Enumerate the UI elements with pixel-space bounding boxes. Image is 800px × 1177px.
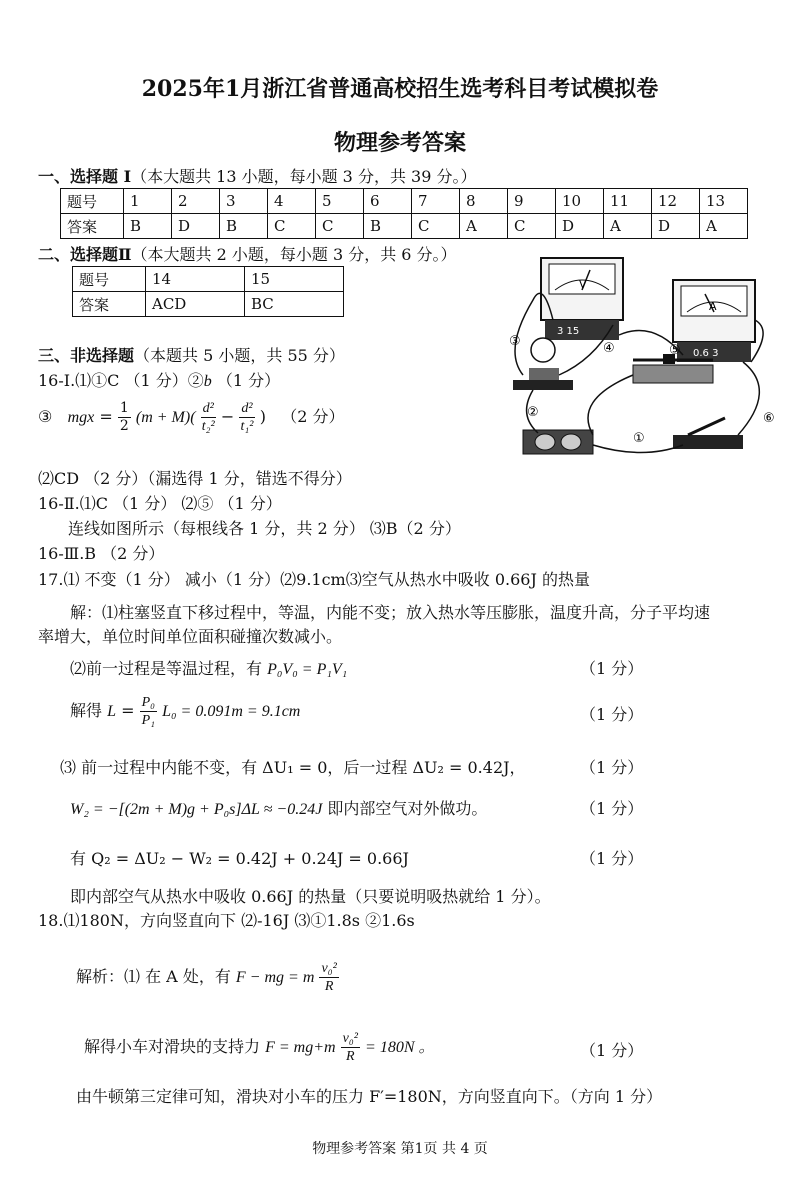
question-number-cell: 1 <box>124 189 172 214</box>
circuit-diagram <box>493 250 783 470</box>
q18-analysis2-score: （1 分） <box>580 1041 644 1060</box>
q17-part3-score: （1 分） <box>580 758 644 777</box>
wire-label-4: ④ <box>603 341 615 356</box>
q17-part2: ⑵前一过程是等温过程，有 P₀V₀ = P₁V₁ <box>70 659 348 678</box>
answer-cell: C <box>508 214 556 239</box>
q16-line6: 16-Ⅲ.B （2 分） <box>38 544 165 563</box>
row-label: 题号 <box>61 189 124 214</box>
answer-cell: D <box>652 214 700 239</box>
question-number-cell: 2 <box>172 189 220 214</box>
question-number-cell: 13 <box>700 189 748 214</box>
row-label: 答案 <box>61 214 124 239</box>
ammeter-unit: A <box>709 300 717 313</box>
question-number-cell: 10 <box>556 189 604 214</box>
row-label: 答案 <box>73 292 146 317</box>
section1-heading: 一、选择题 Ⅰ（本大题共 13 小题，每小题 3 分，共 39 分。） <box>38 167 477 186</box>
wire-label-2: ② <box>527 405 539 420</box>
q17-part2-result-score: （1 分） <box>580 705 644 724</box>
q17-part2-score: （1 分） <box>580 659 644 678</box>
answer-cell: ACD <box>146 292 245 317</box>
q16-line5: 连线如图所示（每根线各 1 分，共 2 分） ⑶B（2 分） <box>68 519 461 538</box>
question-number-cell: 12 <box>652 189 700 214</box>
wire-label-5: ⑤ <box>669 343 681 358</box>
question-number-cell: 6 <box>364 189 412 214</box>
q18-analysis3: 由牛顿第三定律可知，滑块对小车的压力 F′=180N，方向竖直向下。（方向 1 分） <box>76 1087 663 1106</box>
wire-label-6: ⑥ <box>763 411 775 426</box>
answer-cell: A <box>460 214 508 239</box>
q17-line1: 17.⑴ 不变（1 分） 减小（1 分）⑵9.1cm⑶空气从热水中吸收 0.66J 的热量 <box>38 570 590 589</box>
wire-label-3: ③ <box>509 334 521 349</box>
voltmeter-unit: V <box>579 278 587 291</box>
section1-table <box>60 188 748 239</box>
question-number-cell: 8 <box>460 189 508 214</box>
table-row <box>73 292 344 317</box>
q17-work-score: （1 分） <box>580 799 644 818</box>
q18-analysis2: 解得小车对滑块的支持力 F = mg+m $\frac{\text{v₀²}}{R}$ = 180N 。 <box>84 1031 435 1064</box>
table-row <box>61 214 748 239</box>
page-footer: 物理参考答案 第1页 共 4 页 <box>312 1141 488 1157</box>
question-number-cell: 7 <box>412 189 460 214</box>
answer-cell: B <box>364 214 412 239</box>
q17-solution1b: 率增大，单位时间单位面积碰撞次数减小。 <box>38 627 343 646</box>
q16-line4: 16-Ⅱ.⑴C （1 分） ⑵⑤ （1 分） <box>38 494 282 513</box>
answer-cell: B <box>220 214 268 239</box>
section3-heading: 三、非选择题（本题共 5 小题，共 55 分） <box>38 346 345 365</box>
answer-cell: A <box>604 214 652 239</box>
q16-line3: ⑵CD （2 分）（漏选得 1 分，错选不得分） <box>38 469 352 488</box>
table-row <box>73 267 344 292</box>
voltmeter-scale: 3 15 <box>557 326 580 337</box>
question-number-cell: 11 <box>604 189 652 214</box>
question-number-cell: 9 <box>508 189 556 214</box>
q17-part2-result: 解得 L = $\frac{\text{P₀}}{\text{P₁}}$ L₀ = 0.091m = 9.1cm <box>70 695 301 728</box>
table-row <box>61 189 748 214</box>
answer-cell: BC <box>245 292 344 317</box>
wire-label-1: ① <box>633 431 645 446</box>
answer-cell: A <box>700 214 748 239</box>
answer-cell: D <box>556 214 604 239</box>
q17-part3: ⑶ 前一过程中内能不变，有 ΔU₁ = 0，后一过程 ΔU₂ = 0.42J， <box>60 758 526 777</box>
q18-analysis1: 解析：⑴ 在 A 处，有 F − mg = m $\frac{\text{v₀²}}{R}$ <box>76 961 337 994</box>
question-number-cell: 14 <box>146 267 245 292</box>
page-title: 2025年1月浙江省普通高校招生选考科目考试模拟卷 <box>141 76 659 102</box>
q18-line1: 18.⑴180N，方向竖直向下 ⑵-16J ⑶①1.8s ②1.6s <box>38 911 415 930</box>
question-number-cell: 15 <box>245 267 344 292</box>
q17-work-equation: W₂ = −[(2m + M)g + P₀s]ΔL ≈ −0.24J 即内部空气对外做功。 <box>70 799 488 818</box>
q17-solution1: 解：⑴柱塞竖直下移过程中，等温，内能不变；放入热水等压膨胀，温度升高，分子平均速 <box>70 603 711 622</box>
q16-equation: ③ mgx = $\frac{1}{2}$ (m + M)( $\frac{\text{d²}}{\text{t₂²}}$ − $\frac{\text{d²}}{\text{t₁²}}$ ) （2 分） <box>38 400 345 434</box>
question-number-cell: 4 <box>268 189 316 214</box>
section2-table <box>72 266 344 317</box>
answer-cell: C <box>316 214 364 239</box>
section2-heading: 二、选择题Ⅱ（本大题共 2 小题，每小题 3 分，共 6 分。） <box>38 245 457 264</box>
page-subtitle: 物理参考答案 <box>333 130 466 156</box>
q17-heat-score: （1 分） <box>580 849 644 868</box>
q17-conclusion: 即内部空气从热水中吸收 0.66J 的热量（只要说明吸热就给 1 分）。 <box>70 887 551 906</box>
q16-line1: 16-Ⅰ.⑴①C （1 分）②b （1 分） <box>38 371 281 390</box>
question-number-cell: 5 <box>316 189 364 214</box>
answer-cell: C <box>268 214 316 239</box>
row-label: 题号 <box>73 267 146 292</box>
answer-cell: C <box>412 214 460 239</box>
answer-cell: B <box>124 214 172 239</box>
q17-heat-equation: 有 Q₂ = ΔU₂ − W₂ = 0.42J + 0.24J = 0.66J <box>70 849 409 868</box>
question-number-cell: 3 <box>220 189 268 214</box>
ammeter-scale: 0.6 3 <box>693 348 719 359</box>
answer-cell: D <box>172 214 220 239</box>
